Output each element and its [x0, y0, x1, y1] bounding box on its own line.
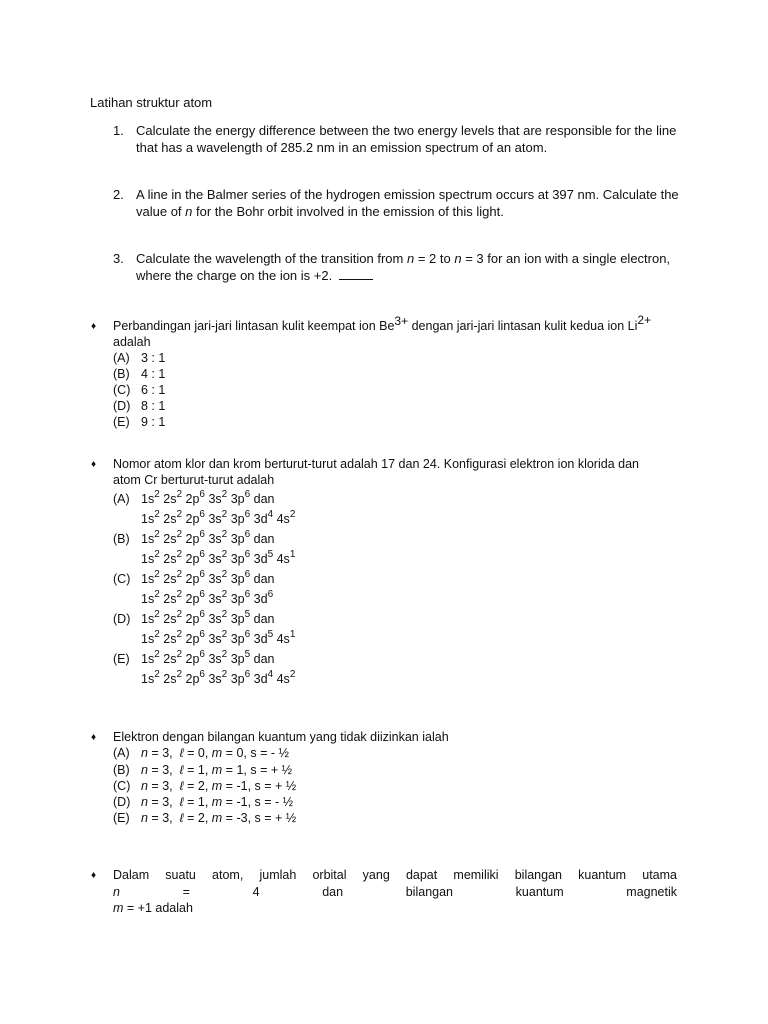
bullet-icon: ♦ [91, 459, 97, 470]
question-text-line: value of n for the Bohr orbit involved in the emission of this light. [136, 204, 504, 219]
answer-option[interactable]: (B) $1s^2$ $2s^2$ $2p^6$ $3s^2$ $3p^6$ dan [113, 529, 275, 546]
answer-option[interactable]: (A) 3 : 1 [113, 351, 166, 365]
question-text-line: Calculate the energy difference between the two energy levels that are responsible for the line [136, 123, 677, 138]
question-text-line: A line in the Balmer series of the hydrogen emission spectrum occurs at 397 nm. Calculate the [136, 187, 679, 202]
answer-option[interactable]: (C) $1s^2$ $2s^2$ $2p^6$ $3s^2$ $3p^6$ dan [113, 569, 275, 586]
question-text-line: Elektron dengan bilangan kuantum yang tidak diizinkan ialah [113, 730, 449, 744]
answer-option[interactable]: (E) $1s^2$ $2s^2$ $2p^6$ $3s^2$ $3p^5$ dan [113, 649, 275, 666]
bullet-icon: ♦ [91, 732, 97, 743]
question-text-line: m = +1 adalah [113, 901, 193, 915]
question-text-line: Perbandingan jari-jari lintasan kulit keempat ion $Be^{3+}$ dengan jari-jari lintasan kulit kedua ion $Li^{2+}$ [113, 313, 652, 333]
question-number: 1. [113, 123, 124, 138]
question-text-line: adalah [113, 335, 151, 349]
answer-option[interactable]: (A) n = 3, ℓ = 0, m = 0, s = - ½ [113, 746, 289, 760]
answer-option[interactable]: (E) n = 3, ℓ = 2, m = -3, s = + ½ [113, 811, 297, 825]
page-title: Latihan struktur atom [90, 95, 213, 110]
answer-option[interactable]: (C) 6 : 1 [113, 383, 166, 397]
answer-option-line: $1s^2$ $2s^2$ $2p^6$ $3s^2$ $3p^6$ $3d^6$ [141, 589, 274, 606]
answer-option[interactable]: (A) $1s^2$ $2s^2$ $2p^6$ $3s^2$ $3p^6$ dan [113, 489, 275, 506]
answer-blank [339, 267, 373, 280]
question-text-line: Dalam suatu atom, jumlah orbital yang dapat memiliki bilangan kuantum utama [113, 868, 677, 882]
answer-option-line: $1s^2$ $2s^2$ $2p^6$ $3s^2$ $3p^6$ $3d^4$ $4s^2$ [141, 509, 296, 526]
answer-option[interactable]: (D) 8 : 1 [113, 399, 166, 413]
answer-option[interactable]: (D) n = 3, ℓ = 1, m = -1, s = - ½ [113, 795, 294, 809]
question-number: 2. [113, 187, 124, 202]
question-text-line: that has a wavelength of 285.2 nm in an emission spectrum of an atom. [136, 140, 548, 155]
question-text-line: n = 4 dan bilangan kuantum magnetik [113, 885, 677, 899]
question-text-line: Calculate the wavelength of the transition from n = 2 to n = 3 for an ion with a single electron, [136, 251, 671, 266]
answer-option[interactable]: (B) 4 : 1 [113, 367, 166, 381]
bullet-icon: ♦ [91, 870, 97, 881]
question-text-line: atom Cr berturut-turut adalah [113, 473, 275, 487]
answer-option[interactable]: (B) n = 3, ℓ = 1, m = 1, s = + ½ [113, 763, 293, 777]
bullet-icon: ♦ [91, 321, 97, 332]
answer-option[interactable]: (E) 9 : 1 [113, 415, 166, 429]
question-text-line: where the charge on the ion is +2. [136, 267, 373, 284]
answer-option[interactable]: (D) $1s^2$ $2s^2$ $2p^6$ $3s^2$ $3p^5$ dan [113, 609, 275, 626]
question-number: 3. [113, 251, 124, 266]
answer-option-line: $1s^2$ $2s^2$ $2p^6$ $3s^2$ $3p^6$ $3d^5$ $4s^1$ [141, 549, 296, 566]
question-text-line: Nomor atom klor dan krom berturut-turut adalah 17 dan 24. Konfigurasi elektron ion klorida dan [113, 457, 639, 471]
answer-option[interactable]: (C) n = 3, ℓ = 2, m = -1, s = + ½ [113, 779, 297, 793]
answer-option-line: $1s^2$ $2s^2$ $2p^6$ $3s^2$ $3p^6$ $3d^5$ $4s^1$ [141, 629, 296, 646]
answer-option-line: $1s^2$ $2s^2$ $2p^6$ $3s^2$ $3p^6$ $3d^4$ $4s^2$ [141, 669, 296, 686]
